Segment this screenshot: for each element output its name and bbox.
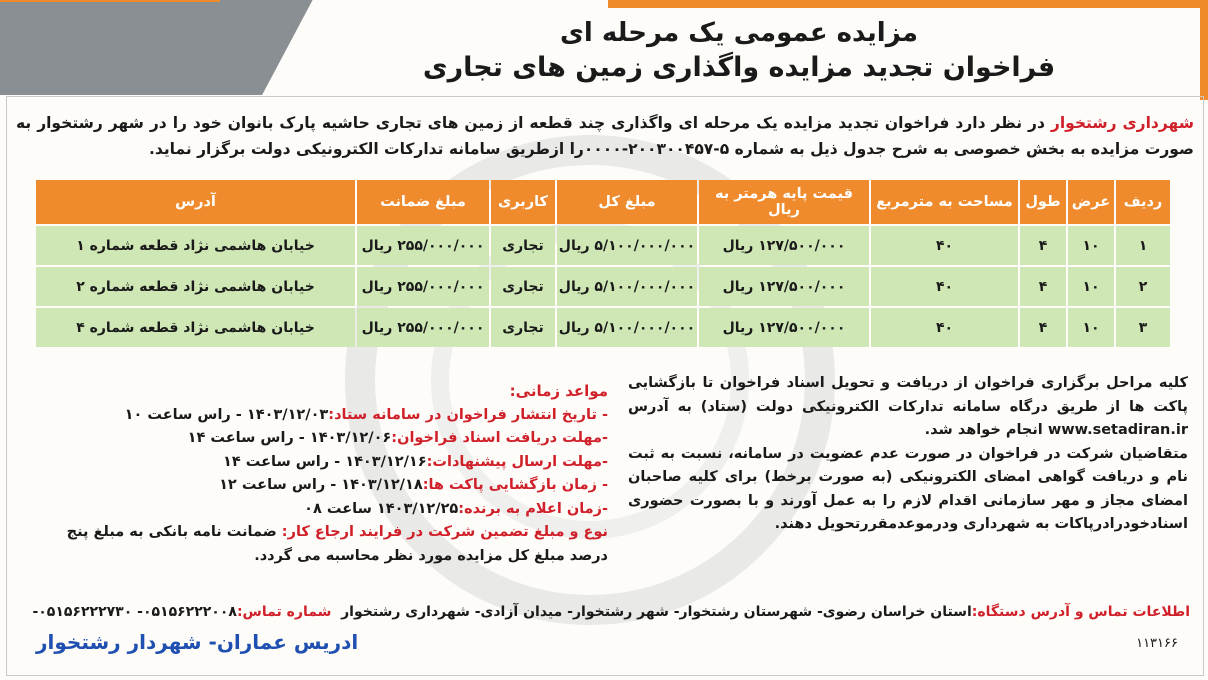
page-subtitle: فراخوان تجدید مزایده واگذاری زمین های تجاری — [422, 52, 1056, 83]
schedule-value: ۱۴۰۳/۱۲/۱۶ - راس ساعت ۱۴ — [223, 453, 427, 470]
contact-label: اطلاعات تماس و آدرس دستگاه: — [971, 604, 1190, 620]
table-cell: تجاری — [491, 226, 555, 265]
table-cell: ۱۲۷/۵۰۰/۰۰۰ ریال — [699, 267, 869, 306]
schedule-item — [28, 474, 608, 498]
table-row — [36, 308, 1170, 347]
procedure-paragraph-1 — [628, 372, 1188, 443]
decorative-orange-stripe — [0, 0, 220, 2]
table-cell: تجاری — [491, 267, 555, 306]
phone-numbers: ۰۵۱۵۶۲۲۲۰۰۸- ۰۵۱۵۶۲۲۲۷۳۰- — [32, 604, 237, 620]
procedure-text — [628, 372, 1188, 537]
table-row — [36, 226, 1170, 265]
table-cell: ۲۵۵/۰۰۰/۰۰۰ ریال — [357, 308, 489, 347]
col-length: طول — [1020, 180, 1066, 224]
table-header-row — [36, 180, 1170, 224]
schedule-title: مواعد زمانی: — [509, 382, 608, 400]
decorative-orange-right — [1200, 0, 1208, 100]
page-title: مزایده عمومی یک مرحله ای — [560, 18, 918, 48]
table-cell: ۵/۱۰۰/۰۰۰/۰۰۰ ریال — [557, 226, 697, 265]
procedure-text-b: انجام خواهد شد. — [924, 422, 1048, 438]
table-row — [36, 267, 1170, 306]
table-cell: ۴۰ — [871, 267, 1018, 306]
col-total: مبلغ کل — [557, 180, 697, 224]
schedule-label: -زمان اعلام به برنده: — [458, 500, 608, 517]
schedule-label: - زمان بازگشایی پاکت ها: — [422, 477, 608, 493]
table-cell: ۲۵۵/۰۰۰/۰۰۰ ریال — [357, 226, 489, 265]
col-base-price: قیمت پایه هرمتر به ریال — [699, 180, 869, 224]
schedule-item — [28, 498, 608, 522]
schedule-item — [28, 427, 608, 451]
guarantee-text: ضمانت نامه بانکی به مبلغ پنج درصد مبلغ کل مزایده مورد نظر محاسبه می گردد. — [66, 524, 608, 564]
schedule-value: ۱۴۰۳/۱۲/۰۳ - راس ساعت ۱۰ — [124, 406, 329, 423]
contact-info — [16, 604, 1190, 620]
col-usage: کاربری — [491, 180, 555, 224]
contact-address: استان خراسان رضوی- شهرستان رشتخوار- شهر رشتخوار- میدان آزادی- شهرداری رشتخوار — [341, 604, 972, 620]
col-address: آدرس — [36, 180, 355, 224]
table-cell: خیابان هاشمی نژاد قطعه شماره ۴ — [36, 308, 355, 347]
table-cell: خیابان هاشمی نژاد قطعه شماره ۲ — [36, 267, 355, 306]
organization-name: شهرداری رشتخوار — [1050, 114, 1194, 132]
procedure-paragraph-2: متقاضیان شرکت در فراخوان در صورت عدم عضویت در سامانه، نسبت به ثبت نام و دریافت گواهی امضای الکترونیکی (به صورت برخط) برای کلیه صاحبان امضای مجاز و مهر سازمانی اقدام لازم را به عمل آورند و با بصورت حضوری اسنادخودرادرپاکات به شهرداری ودرموعدمقررتحویل دهند. — [628, 445, 1188, 532]
table-cell: ۴ — [1020, 308, 1066, 347]
table-cell: ۳ — [1116, 308, 1170, 347]
table-cell: خیابان هاشمی نژاد قطعه شماره ۱ — [36, 226, 355, 265]
schedule-label: -مهلت دریافت اسناد فراخوان: — [391, 430, 608, 446]
table-cell: ۱۲۷/۵۰۰/۰۰۰ ریال — [699, 226, 869, 265]
table-cell: ۴۰ — [871, 308, 1018, 347]
table-cell: ۱۰ — [1068, 267, 1114, 306]
table-cell: تجاری — [491, 308, 555, 347]
guarantee-note — [28, 521, 608, 568]
schedule-label: -مهلت ارسال پیشنهادات: — [426, 453, 608, 470]
table-cell: ۱ — [1116, 226, 1170, 265]
schedule-item — [28, 404, 608, 428]
col-row: ردیف — [1116, 180, 1170, 224]
col-guarantee: مبلغ ضمانت — [357, 180, 489, 224]
guarantee-label: نوع و مبلغ تضمین شرکت در فرایند ارجاع کار: — [281, 524, 608, 540]
table-cell: ۵/۱۰۰/۰۰۰/۰۰۰ ریال — [557, 267, 697, 306]
table-cell: ۴ — [1020, 226, 1066, 265]
col-width: عرض — [1068, 180, 1114, 224]
lots-table — [34, 178, 1172, 349]
table-cell: ۱۲۷/۵۰۰/۰۰۰ ریال — [699, 308, 869, 347]
ad-code: ۱۱۳۱۶۶ — [1136, 636, 1178, 651]
phone-label: شماره تماس: — [236, 604, 332, 620]
header — [300, 16, 1178, 86]
schedule-value: ۱۴۰۳/۱۲/۱۸ - راس ساعت ۱۲ — [219, 477, 423, 493]
intro-paragraph — [16, 110, 1194, 162]
schedule-value: ۱۴۰۳/۱۲/۲۵ ساعت ۰۸ — [304, 500, 459, 517]
schedule-value: ۱۴۰۳/۱۲/۰۶ - راس ساعت ۱۴ — [187, 430, 392, 446]
table-cell: ۴۰ — [871, 226, 1018, 265]
schedule-item — [28, 451, 608, 475]
table-cell: ۵/۱۰۰/۰۰۰/۰۰۰ ریال — [557, 308, 697, 347]
schedule-section — [28, 380, 608, 568]
intro-text: در نظر دارد فراخوان تجدید مزایده یک مرحله ای واگذاری چند قطعه از زمین های تجاری حاشیه پارک بانوان خود را در شهر رشتخوار به صورت مزایده به بخش خصوصی به شرح جدول ذیل به شماره ۵-۲۰۰۳۰۰۴۵۷-۰۰۰۰را ازطریق سامانه تدارکات الکترونیکی دولت برگزار نماید. — [16, 114, 1194, 158]
schedule-label: - تاریخ انتشار فراخوان در سامانه ستاد: — [328, 406, 608, 423]
decorative-gray-band — [0, 0, 318, 95]
setad-link[interactable]: www.setadiran.ir — [1047, 422, 1188, 438]
signature: ادریس عماران- شهردار رشتخوار — [36, 630, 359, 654]
table-cell: ۴ — [1020, 267, 1066, 306]
decorative-orange-top — [608, 0, 1208, 8]
col-area: مساحت به مترمربع — [871, 180, 1018, 224]
table-cell: ۱۰ — [1068, 308, 1114, 347]
table-cell: ۱۰ — [1068, 226, 1114, 265]
table-cell: ۲۵۵/۰۰۰/۰۰۰ ریال — [357, 267, 489, 306]
table-cell: ۲ — [1116, 267, 1170, 306]
procedure-text-a: کلیه مراحل برگزاری فراخوان از دریافت و تحویل اسناد فراخوان تا بازگشایی پاکت ها از طریق درگاه سامانه تدارکات الکترونیکی دولت (ستاد) به آدرس — [628, 375, 1188, 415]
